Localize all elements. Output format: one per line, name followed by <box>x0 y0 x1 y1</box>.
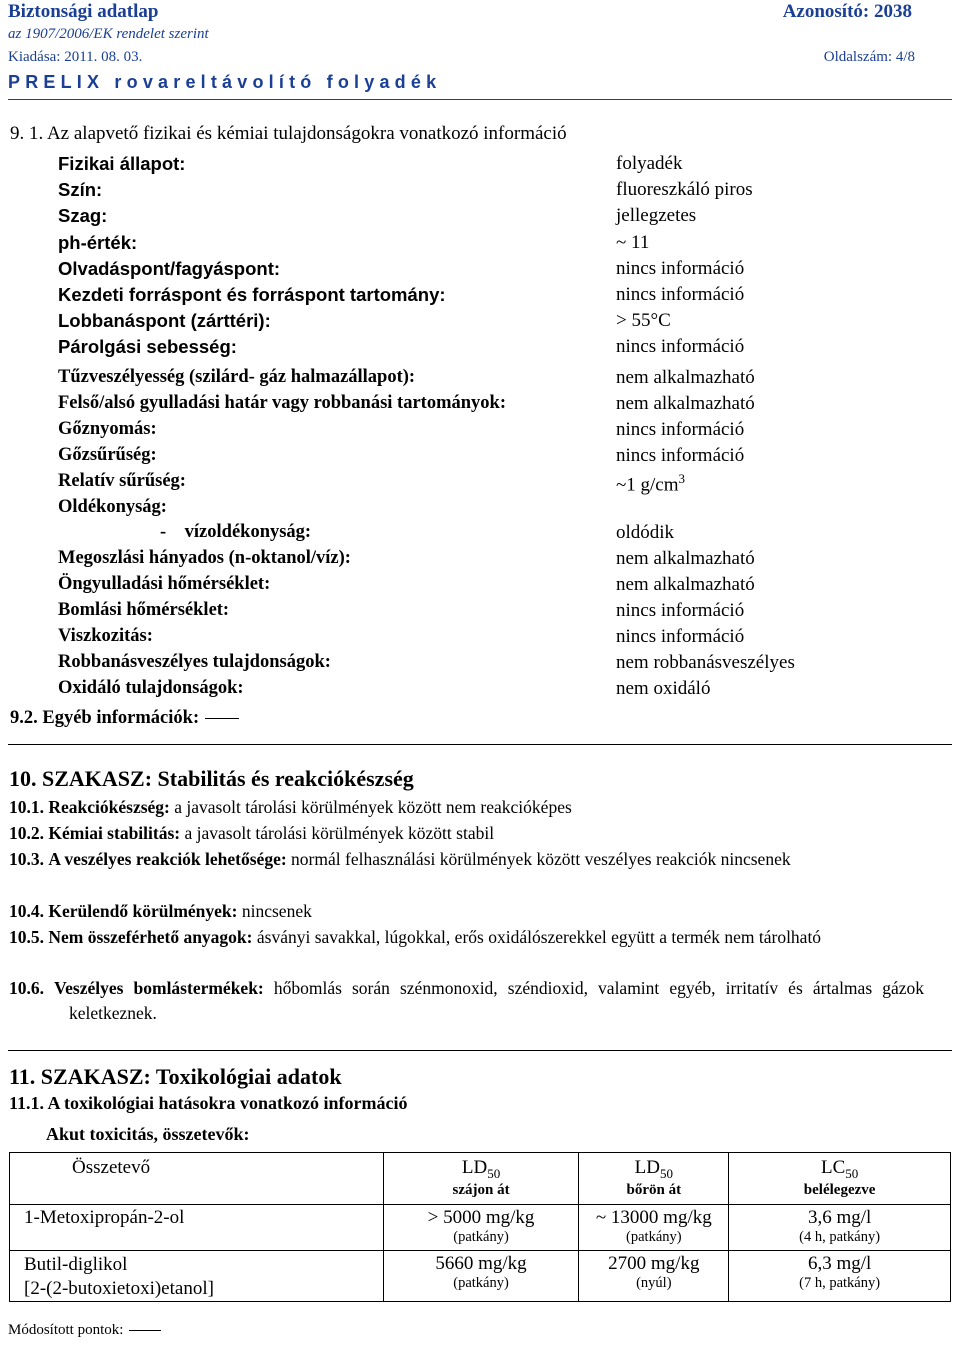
property-label: Öngyulladási hőmérséklet: <box>58 574 271 594</box>
property-value: nincs információ <box>616 600 745 621</box>
section-10-item <box>9 795 944 820</box>
item-title: Veszélyes bomlástermékek: <box>54 978 264 998</box>
property-value <box>616 471 685 496</box>
ld50-dermal-value: 2700 mg/kg <box>608 1252 700 1274</box>
regulation-reference: az 1907/2006/EK rendelet szerint <box>8 26 209 42</box>
item-title: Nem összeférhető anyagok: <box>48 927 253 947</box>
species-note: (patkány) <box>453 1228 509 1245</box>
col-header-component: Összetevő <box>10 1153 384 1182</box>
property-value: folyadék <box>616 153 683 174</box>
item-title: Kémiai stabilitás: <box>48 823 181 843</box>
col-header-text: LD <box>634 1157 660 1178</box>
footer-modified-points <box>8 1322 161 1339</box>
property-label: Felső/alsó gyulladási határ vagy robbanási tartományok: <box>58 393 506 413</box>
ld50-oral-cell <box>383 1250 579 1301</box>
item-text: a javasolt tárolási körülmények között nem reakcióképes <box>169 797 572 817</box>
species-note: (7 h, patkány) <box>799 1274 881 1291</box>
property-label: Lobbanáspont (zárttéri): <box>58 310 271 331</box>
property-value: ~ 11 <box>616 232 650 253</box>
species-note: (nyúl) <box>636 1274 672 1291</box>
component-name-line: Butil-diglikol <box>24 1253 128 1275</box>
property-value: nincs információ <box>616 258 745 279</box>
item-number: 10.2. <box>9 823 44 843</box>
document-title: Biztonsági adatlap <box>8 1 159 22</box>
item-number: 10.1. <box>9 797 44 817</box>
property-value: nincs információ <box>616 445 745 466</box>
relative-density-value: ~1 g/cm <box>616 474 679 496</box>
item-number: 10.5. <box>9 927 44 947</box>
section-10-item <box>9 821 944 846</box>
property-label: Gőznyomás: <box>58 419 157 439</box>
col-header-sub: 50 <box>487 1165 501 1181</box>
property-label: Robbanásveszélyes tulajdonságok: <box>58 652 331 672</box>
item-text: ásványi savakkal, lúgokkal, erős oxidálószerekkel együtt a termék nem tárolható <box>252 927 822 947</box>
empty-cell <box>10 1182 384 1205</box>
ld50-dermal-cell <box>579 1250 729 1301</box>
section-9-2-label <box>10 708 239 729</box>
item-title: A veszélyes reakciók lehetősége: <box>48 849 287 869</box>
toxicity-table <box>9 1152 951 1302</box>
item-number: 10.6. <box>9 978 44 998</box>
section-11-1-heading: 11.1. A toxikológiai hatásokra vonatkozó információ <box>9 1093 408 1113</box>
ld50-oral-value: > 5000 mg/kg <box>427 1206 535 1228</box>
col-header-sub: 50 <box>845 1165 859 1181</box>
property-value: nem robbanásveszélyes <box>616 652 795 673</box>
property-label: Fizikai állapot: <box>58 153 186 174</box>
property-value: jellegzetes <box>616 205 697 226</box>
table-route-row <box>10 1182 951 1205</box>
section-10-item <box>9 976 924 1026</box>
ld50-oral-value: 5660 mg/kg <box>435 1252 527 1274</box>
table-row <box>10 1250 951 1301</box>
property-label: Gőzsűrűség: <box>58 445 157 465</box>
document-id: Azonosító: 2038 <box>782 1 912 22</box>
col-header-ld50-dermal <box>579 1153 729 1182</box>
item-text: normál felhasználási körülmények között veszélyes reakciók nincsenek <box>286 849 791 869</box>
item-title: Reakciókészség: <box>48 797 170 817</box>
item-text: a javasolt tárolási körülmények között stabil <box>180 823 495 843</box>
table-row <box>10 1204 951 1250</box>
property-value: nem alkalmazható <box>616 548 755 569</box>
property-label: Oxidáló tulajdonságok: <box>58 678 244 698</box>
property-value: nem alkalmazható <box>616 393 755 414</box>
ld50-dermal-value: ~ 13000 mg/kg <box>595 1206 712 1228</box>
property-value: nem alkalmazható <box>616 367 755 388</box>
page-number: Oldalszám: 4/8 <box>823 49 915 65</box>
component-name-line: 1-Metoxipropán-2-ol <box>24 1206 185 1228</box>
unit-exponent: 3 <box>678 471 686 486</box>
property-label: Bomlási hőmérséklet: <box>58 600 230 620</box>
lc50-cell <box>729 1204 951 1250</box>
lc50-cell <box>729 1250 951 1301</box>
property-label: Viszkozitás: <box>58 626 153 646</box>
property-value: fluoreszkáló piros <box>616 179 753 200</box>
item-number: 10.4. <box>9 901 44 921</box>
property-value: nem alkalmazható <box>616 574 755 595</box>
property-label: Megoszlási hányados (n-oktanol/víz): <box>58 548 351 568</box>
section-11-heading: 11. SZAKASZ: Toxikológiai adatok <box>9 1064 342 1089</box>
table-caption: Akut toxicitás, összetevők: <box>46 1124 250 1144</box>
property-label: ph-érték: <box>58 232 138 253</box>
property-label: Párolgási sebesség: <box>58 336 237 357</box>
section-10-item <box>9 925 924 950</box>
footer-label: Módosított pontok: <box>8 1322 124 1338</box>
col-header-text: LC <box>820 1157 846 1178</box>
col-header-lc50 <box>729 1153 951 1182</box>
section-9-1-heading: 9. 1. Az alapvető fizikai és kémiai tulajdonságokra vonatkozó információ <box>10 123 567 144</box>
route-dermal: bőrön át <box>579 1182 729 1205</box>
ld50-oral-cell <box>383 1204 579 1250</box>
species-note: (patkány) <box>453 1274 509 1291</box>
empty-value-dash <box>205 718 239 719</box>
item-text: hőbomlás során szénmonoxid, széndioxid, valamint egyéb, irritatív és ártalmas gázok keletkeznek. <box>69 978 924 1023</box>
product-name: PRELIX rovareltávolító folyadék <box>8 72 442 92</box>
section-divider <box>8 744 952 745</box>
property-label: Kezdeti forráspont és forráspont tartomány: <box>58 284 446 305</box>
property-value: nincs információ <box>616 419 745 440</box>
section-divider <box>8 1050 952 1051</box>
component-name <box>10 1250 384 1301</box>
section-10-item <box>9 847 960 872</box>
col-header-text: LD <box>461 1157 488 1178</box>
property-value: nincs információ <box>616 336 745 357</box>
property-label: Relatív sűrűség: <box>58 471 186 491</box>
section-10-heading: 10. SZAKASZ: Stabilitás és reakciókészség <box>9 766 414 791</box>
item-number: 10.3. <box>9 849 44 869</box>
lc50-value: 3,6 mg/l <box>807 1206 872 1228</box>
item-title: Kerülendő körülmények: <box>48 901 238 921</box>
issue-date: Kiadása: 2011. 08. 03. <box>8 49 143 65</box>
property-value: oldódik <box>616 522 675 543</box>
ld50-dermal-cell <box>579 1204 729 1250</box>
property-label: Szag: <box>58 205 108 226</box>
property-value: nem oxidáló <box>616 678 711 699</box>
property-value: nincs információ <box>616 284 745 305</box>
property-label: Oldékonyság: <box>58 497 167 517</box>
header-divider <box>8 99 952 100</box>
property-label: Szín: <box>58 179 103 200</box>
lc50-value: 6,3 mg/l <box>807 1252 872 1274</box>
col-header-sub: 50 <box>659 1165 673 1181</box>
route-inhalation: belélegezve <box>729 1182 951 1205</box>
species-note: (patkány) <box>626 1228 682 1245</box>
property-label: Tűzveszélyesség (szilárd- gáz halmazállapot): <box>58 367 416 387</box>
section-10-item <box>9 899 944 924</box>
property-value: > 55°C <box>616 310 671 331</box>
property-label: - vízoldékonyság: <box>160 522 312 542</box>
col-header-ld50-oral <box>383 1153 579 1182</box>
route-oral: szájon át <box>383 1182 579 1205</box>
component-name-line: [2-(2-butoxietoxi)etanol] <box>24 1277 214 1299</box>
property-value: nincs információ <box>616 626 745 647</box>
component-name <box>10 1204 384 1250</box>
species-note: (4 h, patkány) <box>799 1228 881 1245</box>
table-header-row <box>10 1153 951 1182</box>
section-9-2-text: 9.2. Egyéb információk: <box>10 708 200 728</box>
empty-value-dash <box>129 1330 161 1331</box>
item-text: nincsenek <box>237 901 312 921</box>
property-label: Olvadáspont/fagyáspont: <box>58 258 281 279</box>
